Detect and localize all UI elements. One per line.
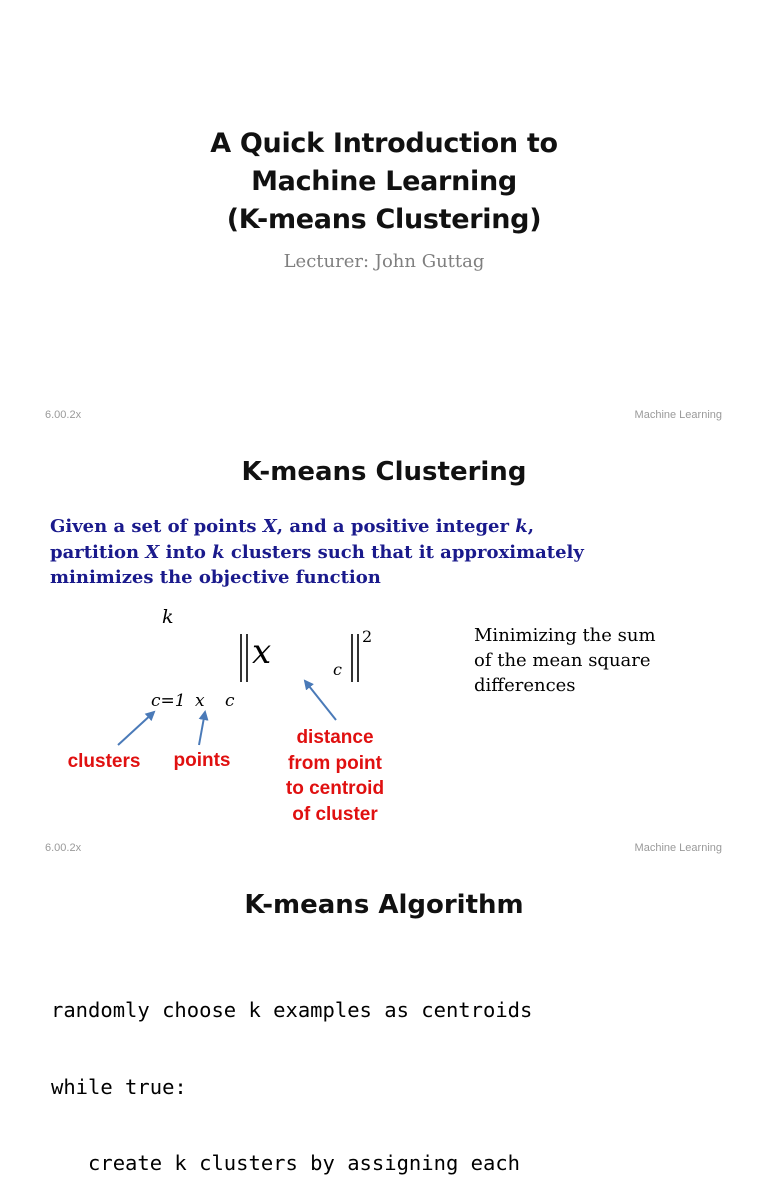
kmeans-definition (50, 514, 690, 591)
slide1-title-line-3: (K-means Clustering) (226, 204, 542, 235)
slide3-heading: K-means Algorithm (244, 890, 524, 920)
definition-text: , (527, 516, 535, 537)
objective-note (474, 623, 714, 698)
definition-text: into (159, 541, 213, 563)
definition-text: Given a set of points (50, 516, 263, 537)
code-line: create k clusters by assigning each (51, 1151, 520, 1175)
slide1-footer-course: 6.00.2x (45, 409, 82, 421)
note-line: differences (474, 675, 576, 696)
distance-label-line: distance (296, 727, 374, 748)
slide2-footer-topic: Machine Learning (634, 842, 722, 854)
clusters-arrow (118, 712, 154, 745)
definition-var-k: k (515, 516, 528, 537)
distance-label-line: to centroid (285, 778, 385, 799)
slide1-title-line-2: Machine Learning (251, 166, 517, 197)
note-line: Minimizing the sum (474, 625, 656, 646)
distance-label-line: from point (288, 752, 382, 774)
slide1-title-line-1: A Quick Introduction to (210, 128, 558, 159)
formula-lower-c-equals-1: c=1 (151, 691, 186, 711)
formula-lower-x: x (195, 691, 205, 711)
algorithm-code (51, 947, 532, 1202)
lecturer-name: Lecturer: John Guttag (283, 251, 485, 272)
definition-var-x: X (262, 516, 277, 537)
slide2-heading: K-means Clustering (241, 457, 527, 487)
points-arrow (199, 712, 205, 745)
formula-norm-x: x (252, 632, 272, 672)
definition-text: minimizes the objective function (50, 567, 381, 588)
code-line: while true: (51, 1074, 187, 1099)
code-line: randomly choose k examples as centroids (51, 998, 533, 1022)
definition-text: clusters such that it approximately (224, 541, 584, 563)
slide2-footer-course: 6.00.2x (45, 842, 82, 854)
definition-text: partition (50, 541, 146, 563)
formula-sum-upper-k: k (162, 606, 174, 628)
definition-var-k: k (212, 541, 225, 563)
distance-label-line: of cluster (292, 803, 378, 825)
note-line: of the mean square (474, 650, 651, 671)
distance-label (270, 725, 400, 827)
formula-exponent: 2 (362, 627, 373, 646)
definition-var-x: X (145, 541, 160, 563)
points-label: points (173, 750, 231, 771)
formula-centroid-c: c (333, 660, 342, 679)
clusters-label: clusters (67, 751, 141, 772)
definition-text: , and a positive integer (276, 516, 516, 537)
formula-lower-c: c (225, 691, 235, 711)
slide1-footer-topic: Machine Learning (634, 409, 722, 421)
